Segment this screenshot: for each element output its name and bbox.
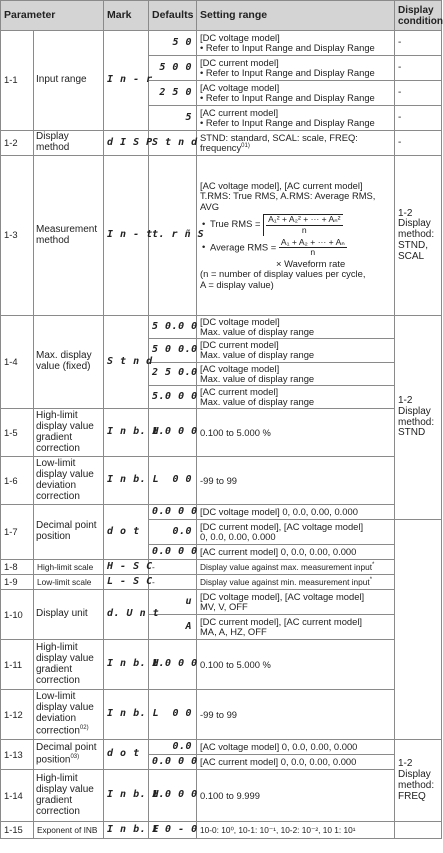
param-number: 1-15	[1, 822, 34, 839]
setting-range: 0.100 to 9.999	[197, 770, 395, 822]
param-number: 1-9	[1, 575, 34, 590]
param-name: Display unit	[34, 590, 104, 640]
param-mark: I n b. E	[104, 822, 149, 839]
header-setting-range: Setting range	[197, 1, 395, 31]
param-mark: I n b. L	[104, 457, 149, 505]
param-name: Low-limit display value deviation correction$^{02)}$	[34, 690, 104, 740]
param-mark: I n b. H	[104, 409, 149, 457]
header-display-condition: Display condition	[395, 1, 442, 31]
setting-range: [DC voltage model] Max. value of display range	[197, 316, 395, 339]
param-mark: d o t	[104, 740, 149, 770]
display-condition: 1-2 Display method: STND, SCAL	[395, 156, 442, 316]
param-name: Low-limit display value deviation correction	[34, 457, 104, 505]
default-value: 1.0 0 0	[149, 640, 197, 690]
param-name: Input range	[34, 31, 104, 131]
default-value: 2 5 0.0	[149, 362, 197, 385]
setting-range: [AC current model] 0, 0.0, 0.00, 0.000	[197, 545, 395, 560]
param-name: Low-limit scale	[34, 575, 104, 590]
default-value: 0 0	[149, 690, 197, 740]
param-mark: L - S C	[104, 575, 149, 590]
setting-range: [AC voltage model] Max. value of display range	[197, 362, 395, 385]
average-rms-formula: • Average RMS = $\frac{\text{A₁ + A₂ + ··· + Aₙ}}{n}$	[202, 236, 345, 258]
table-row	[1, 640, 442, 690]
display-condition: 1-2 Display method: FREQ	[395, 740, 442, 822]
default-value: A	[149, 615, 197, 640]
setting-range: 0.100 to 5.000 %	[197, 640, 395, 690]
default-value: 1.0 0 0	[149, 409, 197, 457]
default-value: t. r ñ S	[149, 156, 197, 316]
true-rms-formula: • True RMS = $\frac{\text{A₁² + A₂² + ··· + Aₙ²}}{n}$	[202, 214, 341, 235]
setting-range: [DC current model], [AC voltage model] 0, 0.0, 0.00, 0.000	[197, 520, 395, 545]
setting-range: [AC voltage model], [AC current model] T.RMS: True RMS, A.RMS: Average RMS, AVG • True RMS = $\frac{\text{A₁² + A₂² + ··· + Aₙ²}}{n}$ • Average RMS = $\frac{\text{A₁ + A₂ + ··· + Aₙ}}{n}$ × Waveform rate (n = number of display values per cycle, A = display value)	[197, 156, 395, 316]
default-value: 0 0	[149, 457, 197, 505]
table-row	[1, 770, 442, 822]
param-name: Measurement method	[34, 156, 104, 316]
param-number: 1-11	[1, 640, 34, 690]
table-row	[1, 156, 442, 316]
param-mark: I n - t	[104, 156, 149, 316]
default-value: 1.0 0 0	[149, 770, 197, 822]
header-defaults: Defaults	[149, 1, 197, 31]
param-mark: I n b. H	[104, 770, 149, 822]
param-mark: I n b. H	[104, 640, 149, 690]
display-condition: -	[395, 56, 442, 81]
default-value: 5 0 0	[149, 56, 197, 81]
default-value: 0.0	[149, 520, 197, 545]
param-number: 1-1	[1, 31, 34, 131]
param-number: 1-12	[1, 690, 34, 740]
param-name: High-limit display value gradient correction	[34, 409, 104, 457]
setting-range: [AC current model] Max. value of display range	[197, 385, 395, 408]
param-number: 1-14	[1, 770, 34, 822]
default-value: -	[149, 560, 197, 575]
default-value: -	[149, 575, 197, 590]
param-number: 1-7	[1, 505, 34, 560]
param-number: 1-2	[1, 131, 34, 156]
setting-range: [AC voltage model] 0, 0.0, 0.00, 0.000	[197, 740, 395, 755]
table-row	[1, 505, 442, 520]
display-condition-empty	[395, 822, 442, 839]
param-number: 1-13	[1, 740, 34, 770]
param-number: 1-6	[1, 457, 34, 505]
default-value: 0.0 0 0	[149, 545, 197, 560]
table-row	[1, 316, 442, 339]
param-number: 1-5	[1, 409, 34, 457]
table-row	[1, 409, 442, 457]
display-condition: -	[395, 31, 442, 56]
header-parameter: Parameter	[1, 1, 104, 31]
param-name: Decimal point position	[34, 505, 104, 560]
param-mark: S t n d	[104, 316, 149, 409]
setting-range: STND: standard, SCAL: scale, FREQ: frequency$^{01)}$	[197, 131, 395, 156]
setting-range: [DC current model], [AC current model] MA, A, HZ, OFF	[197, 615, 395, 640]
param-number: 1-3	[1, 156, 34, 316]
display-condition: -	[395, 131, 442, 156]
table-row	[1, 131, 442, 156]
param-name: Display method	[34, 131, 104, 156]
display-condition: -	[395, 81, 442, 106]
table-row	[1, 740, 442, 755]
table-row	[1, 560, 442, 575]
table-row	[1, 690, 442, 740]
setting-range: [DC current model] • Refer to Input Range and Display Range	[197, 56, 395, 81]
default-value: 0.0 0 0	[149, 505, 197, 520]
param-mark: H - S C	[104, 560, 149, 575]
param-name: Exponent of INB	[34, 822, 104, 839]
param-mark: d. U n t	[104, 590, 149, 640]
default-value: S t n d	[149, 131, 197, 156]
setting-range: [AC voltage model] • Refer to Input Range and Display Range	[197, 81, 395, 106]
default-value: 5 0 0.0	[149, 339, 197, 362]
table-row	[1, 457, 442, 505]
default-value: 5.0 0 0	[149, 385, 197, 408]
param-name: High-limit scale	[34, 560, 104, 575]
param-mark: d o t	[104, 505, 149, 560]
setting-range: Display value against min. measurement input*	[197, 575, 395, 590]
param-number: 1-10	[1, 590, 34, 640]
param-name: Max. display value (fixed)	[34, 316, 104, 409]
setting-range: [AC current model] • Refer to Input Range and Display Range	[197, 106, 395, 131]
param-name: High-limit display value gradient correction	[34, 640, 104, 690]
param-number: 1-8	[1, 560, 34, 575]
default-value: 2 5 0	[149, 81, 197, 106]
header-mark: Mark	[104, 1, 149, 31]
table-row	[1, 31, 442, 56]
param-mark: I n - r	[104, 31, 149, 131]
param-name: High-limit display value gradient correction	[34, 770, 104, 822]
display-condition: -	[395, 106, 442, 131]
setting-range: [AC current model] 0, 0.0, 0.00, 0.000	[197, 755, 395, 770]
default-value: 1 0 - 0	[149, 822, 197, 839]
param-mark: I n b. L	[104, 690, 149, 740]
default-value: 5	[149, 106, 197, 131]
param-name: Decimal point position$^{03)}$	[34, 740, 104, 770]
setting-range: [DC voltage model] 0, 0.0, 0.00, 0.000	[197, 505, 395, 520]
default-value: 0.0 0 0	[149, 755, 197, 770]
default-value: 5 0.0 0	[149, 316, 197, 339]
table-row	[1, 590, 442, 615]
setting-range: [DC voltage model] • Refer to Input Range and Display Range	[197, 31, 395, 56]
setting-range: Display value against max. measurement input*	[197, 560, 395, 575]
setting-range: 10-0: 10⁰, 10-1: 10⁻¹, 10-2: 10⁻², 10 1: 10¹	[197, 822, 395, 839]
display-condition: 1-2 Display method: STND	[395, 316, 442, 520]
param-number: 1-4	[1, 316, 34, 409]
param-mark: d I S P	[104, 131, 149, 156]
table-row	[1, 822, 442, 839]
setting-range: [DC voltage model], [AC voltage model] MV, V, OFF	[197, 590, 395, 615]
default-value: 5 0	[149, 31, 197, 56]
setting-range: 0.100 to 5.000 %	[197, 409, 395, 457]
default-value: u	[149, 590, 197, 615]
table-row	[1, 575, 442, 590]
header-row	[1, 1, 442, 31]
setting-range: -99 to 99	[197, 457, 395, 505]
setting-range: -99 to 99	[197, 690, 395, 740]
setting-range: [DC current model] Max. value of display range	[197, 339, 395, 362]
default-value: 0.0	[149, 740, 197, 755]
